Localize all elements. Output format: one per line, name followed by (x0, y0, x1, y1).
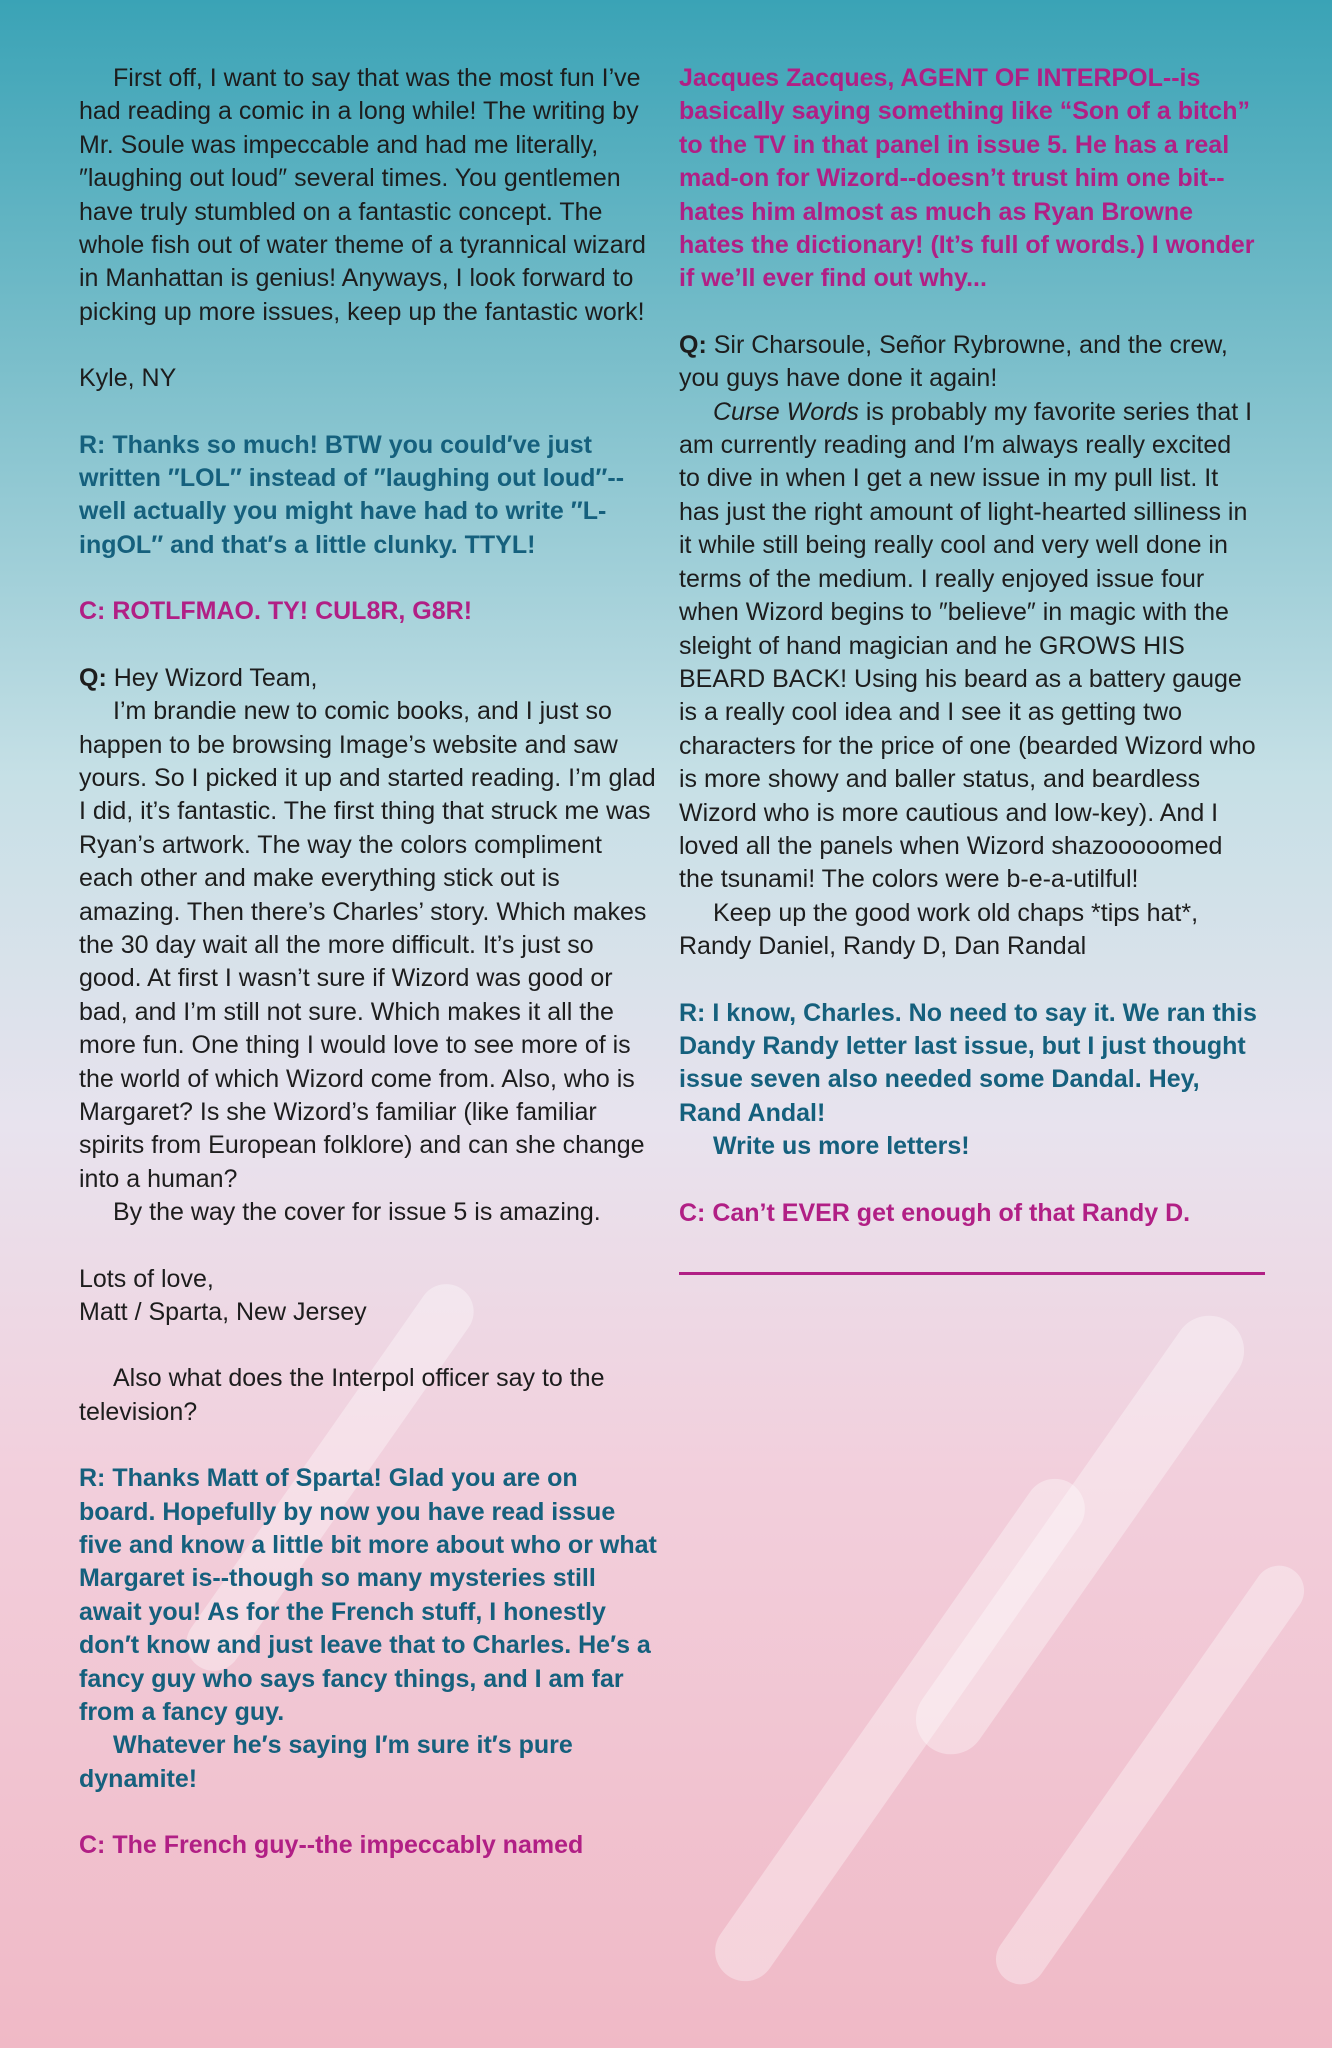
signature-matt-line1: Lots of love, (79, 1264, 214, 1293)
letter-matt-ps: By the way the cover for issue 5 is amazing. (113, 1198, 601, 1227)
letter-matt-body: I’m brandie new to comic books, and I just so happen to be browsing Image’s website and saw yours. So I picked it up and started reading. I’m glad I did, it’s fantastic. The first thing that struck me was Ryan’s artwork. The way the colors compliment each other and make everything stick out is amazing. Then there’s Charles’ story. Which makes the 30 day wait all the more difficult. It’s just so good. At first I wasn’t sure if Wizord was good or bad, and I’m still not sure. Which makes it all the more fun. One thing I would love to see more of is the world of which Wizord come from. Also, who is Margaret? Is she Wizord’s familiar (like familiar spirits from European folklore) and can she change into a human? (79, 697, 656, 1193)
right-column (679, 62, 1257, 1275)
signature-matt-line2: Matt / Sparta, New Jersey (79, 1298, 367, 1326)
reply-ryan-2-b: Whatever he′s saying I′m sure it′s pure dynamite! (79, 1731, 573, 1793)
letter-kyle: First off, I want to say that was the most fun I’ve had reading a comic in a long while! The writing by Mr. Soule was impeccable and had me literally, ″laughing out loud″ several times. You gentlemen have truly stumbled on a fantastic concept. The whole fish out of water theme of a tyrannical wizard in Manhattan is genius! Anyways, I look forward to picking up more issues, keep up the fantastic work! (79, 64, 646, 326)
left-column (79, 62, 657, 1863)
letter-randy-close: Keep up the good work old chaps *tips hat*, Randy Daniel, Randy D, Dan Randal (679, 898, 1199, 961)
reply-ryan-3-b: Write us more letters! (713, 1132, 970, 1161)
letter-matt-extra: Also what does the Interpol officer say to the television? (79, 1364, 605, 1426)
reply-ryan-1: R: Thanks so much! BTW you could′ve just written ″LOL″ instead of ″laughing out loud″--well actually you might have had to write ″L-ingOL″ and that′s a little clunky. TTYL! (79, 430, 625, 559)
reply-charles-3: C: Can’t EVER get enough of that Randy D. (679, 1198, 1191, 1227)
question-label: Q: (79, 663, 107, 692)
reply-charles-1: C: ROTLFMAO. TY! CUL8R, G8R! (79, 597, 473, 626)
letter-randy-body (679, 396, 1257, 897)
reply-charles-2-start: C: The French guy--the impeccably named (79, 1831, 584, 1860)
series-title: Curse Words (713, 397, 859, 426)
question-label: Q: (679, 330, 707, 359)
letter-matt-greeting (79, 662, 657, 695)
signature-kyle: Kyle, NY (79, 364, 177, 393)
greeting-text: Sir Charsoule, Señor Rybrowne, and the crew, you guys have done it again! (679, 330, 1228, 393)
reply-ryan-3: R: I know, Charles. No need to say it. We ran this Dandy Randy letter last issue, but I just thought issue seven also needed some Dandal. Hey, Rand Andal! (679, 998, 1257, 1127)
letter-randy-text: is probably my favorite series that I am currently reading and I′m always really excited to dive in when I get a new issue in my pull list. It has just the right amount of light-hearted silliness in it while still being really cool and very well done in terms of the medium. I really enjoyed issue four when Wizord begins to ″believe″ in magic with the sleight of hand magician and he GROWS HIS BEARD BACK! Using his beard as a battery gauge is a really cool idea and I see it as getting two characters for the price of one (bearded Wizord who is more showy and baller status, and beardless Wizord who is more cautious and low-key). And I loved all the panels when Wizord shazooooomed the tsunami! The colors were b-e-a-utilful! (679, 397, 1256, 894)
reply-charles-2-cont: Jacques Zacques, AGENT OF INTERPOL--is basically saying something like “Son of a bitch” to the TV in that panel in issue 5. He has a real mad-on for Wizord--doesn’t trust him one bit--hates him almost as much as Ryan Browne hates the dictionary! (It’s full of words.) I wonder if we’ll ever find out why... (679, 64, 1255, 293)
reply-ryan-2: R: Thanks Matt of Sparta! Glad you are on board. Hopefully by now you have read issue five and know a little bit more about who or what Margaret is--though so many mysteries still await you! As for the French stuff, I honestly don′t know and just leave that to Charles. He′s a fancy guy who says fancy things, and I am far from a fancy guy. (79, 1464, 657, 1727)
letter-randy-greeting (679, 329, 1257, 396)
section-divider (679, 1272, 1265, 1275)
greeting-text: Hey Wizord Team, (106, 663, 318, 692)
